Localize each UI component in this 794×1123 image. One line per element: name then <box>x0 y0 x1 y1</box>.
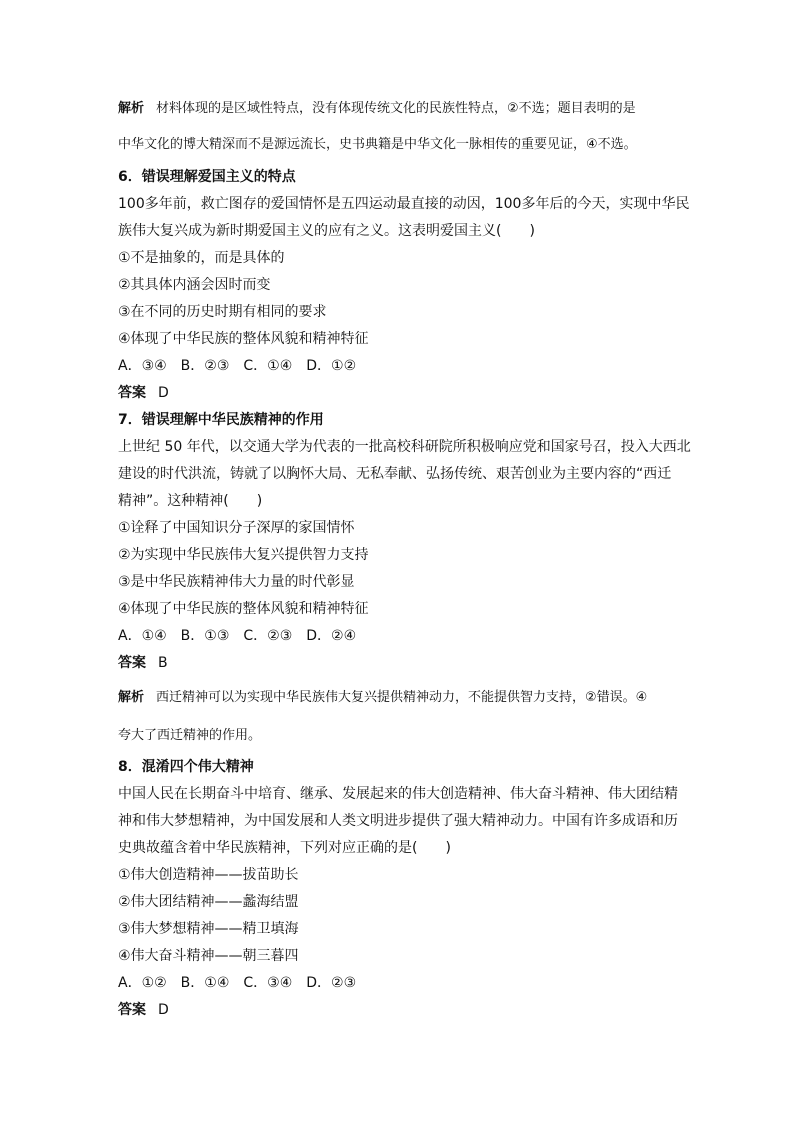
option-item: ④体现了中华民族的整体风貌和精神特征 <box>118 331 369 347</box>
question-6-heading: 6．错误理解爱国主义的特点 <box>118 169 296 185</box>
option-item: ③伟大梦想精神——精卫填海 <box>118 921 299 937</box>
analysis-label: 解析 <box>118 101 145 116</box>
analysis-line <box>118 688 647 708</box>
question-7-stem: 上世纪 50 年代，以交通大学为代表的一批高校科研院所积极响应党和国家号召，投入大西北 <box>118 439 691 455</box>
answer-line <box>118 383 169 403</box>
question-8-stem: 史典故蕴含着中华民族精神，下列对应正确的是( ) <box>118 840 451 856</box>
option-item: ②其具体内涵会因时而变 <box>118 277 271 293</box>
analysis-text: 西迁精神可以为实现中华民族伟大复兴提供精神动力，不能提供智力支持，②错误。④ <box>156 690 648 705</box>
answer-label: 答案 <box>118 655 146 671</box>
question-6-stem: 族伟大复兴成为新时期爱国主义的应有之义。这表明爱国主义( ) <box>118 223 535 239</box>
answer-value: D <box>158 385 169 401</box>
answer-choices: A．③④ B．②③ C．①④ D．①② <box>118 358 357 374</box>
question-7-stem: 精神”。这种精神( ) <box>118 493 263 509</box>
analysis-text: 中华文化的博大精深而不是源远流长，史书典籍是中华文化一脉相传的重要见证，④不选。 <box>118 137 637 152</box>
option-item: ④伟大奋斗精神——朝三暮四 <box>118 948 299 964</box>
analysis-line <box>118 99 636 119</box>
answer-choices: A．①④ B．①③ C．②③ D．②④ <box>118 628 357 644</box>
question-7-heading: 7．错误理解中华民族精神的作用 <box>118 412 324 428</box>
answer-line <box>118 1000 169 1020</box>
analysis-line-continued <box>118 135 637 155</box>
question-8-heading: 8．混淆四个伟大精神 <box>118 759 254 775</box>
option-item: ①诠释了中国知识分子深厚的家国情怀 <box>118 520 355 536</box>
question-7-stem: 建设的时代洪流，铸就了以胸怀大局、无私奉献、弘扬传统、艰苦创业为主要内容的“西迁 <box>118 466 672 482</box>
answer-value: D <box>158 1002 169 1018</box>
answer-label: 答案 <box>118 385 146 401</box>
analysis-line-continued <box>118 726 261 746</box>
option-item: ①伟大创造精神——拔苗助长 <box>118 867 299 883</box>
option-item: ①不是抽象的，而是具体的 <box>118 250 285 266</box>
question-6-stem: 100多年前，救亡图存的爱国情怀是五四运动最直接的动因，100多年后的今天，实现中华民 <box>118 196 690 212</box>
option-item: ②为实现中华民族伟大复兴提供智力支持 <box>118 547 369 563</box>
question-8-stem: 中国人民在长期奋斗中培育、继承、发展起来的伟大创造精神、伟大奋斗精神、伟大团结精 <box>118 786 678 802</box>
option-item: ③是中华民族精神伟大力量的时代彰显 <box>118 574 355 590</box>
analysis-text: 材料体现的是区域性特点，没有体现传统文化的民族性特点，②不选；题目表明的是 <box>156 101 636 116</box>
answer-label: 答案 <box>118 1002 146 1018</box>
answer-choices: A．①② B．①④ C．③④ D．②③ <box>118 975 357 991</box>
option-item: ③在不同的历史时期有相同的要求 <box>118 304 327 320</box>
question-8-stem: 神和伟大梦想精神，为中国发展和人类文明进步提供了强大精神动力。中国有许多成语和历 <box>118 813 678 829</box>
analysis-text: 夸大了西迁精神的作用。 <box>118 728 262 743</box>
answer-line <box>118 653 168 673</box>
option-item: ④体现了中华民族的整体风貌和精神特征 <box>118 601 369 617</box>
analysis-label: 解析 <box>118 690 145 705</box>
answer-value: B <box>158 655 168 671</box>
option-item: ②伟大团结精神——蠡海结盟 <box>118 894 299 910</box>
